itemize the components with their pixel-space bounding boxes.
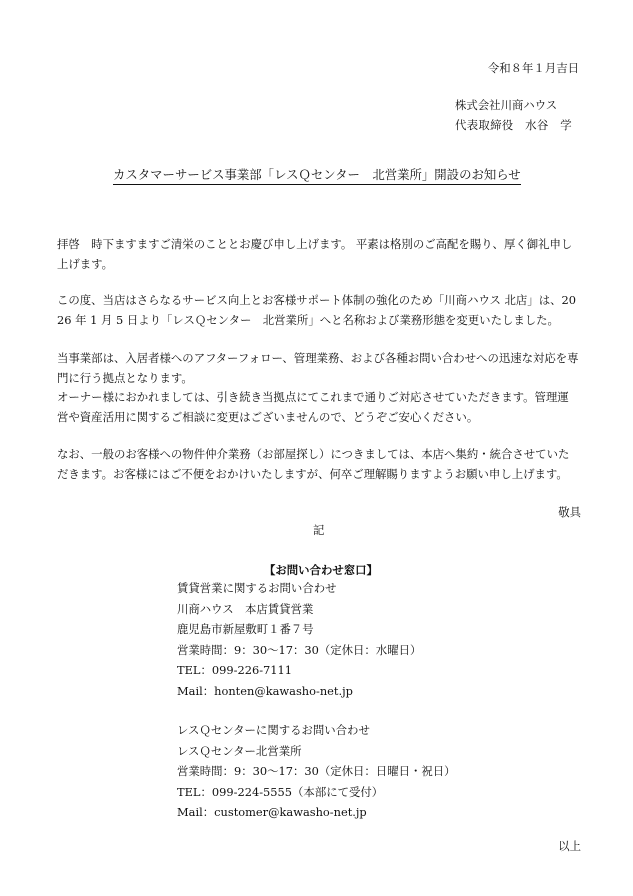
issue-date: 令和８年１月吉日: [487, 61, 579, 75]
document-title: カスタマーサービス事業部「レスＱセンター 北営業所」開設のお知らせ: [113, 165, 521, 185]
representative-name: 代表取締役 水谷 学: [455, 118, 572, 132]
brokerage-notice-paragraph: なお、一般のお客様への物件仲介業務（お部屋探し）につきましては、本店へ集約・統合させていただきます。お客様にはご不便をおかけいたしますが、何卒ご理解賜りますようお願い申し上げます。: [57, 447, 570, 481]
contact-tel: TEL：099-224-5555（本部にて受付）: [177, 784, 384, 799]
contact-label: レスＱセンターに関するお問い合わせ: [177, 723, 370, 737]
greeting-paragraph: 拝啓 時下ますますご清栄のこととお慶び申し上げます。 平素は格別のご高配を賜り、厚く御礼申し上げます。: [57, 237, 573, 271]
contact-block-resq-center: [177, 720, 456, 823]
contact-heading: 【お問い合わせ窓口】: [264, 563, 378, 577]
company-name: 株式会社川商ハウス: [455, 98, 558, 112]
owner-notice-paragraph: オーナー様におかれましては、引き続き当拠点にてこれまで通りご対応させていただきます。管理運営や資産活用に関するご相談に変更はございませんので、どうぞご安心ください。: [57, 390, 569, 424]
contact-label: 賃貸営業に関するお問い合わせ: [177, 581, 337, 595]
contact-mail: Mail：customer@kawasho-net.jp: [177, 805, 367, 820]
closing-word: 敬具: [558, 505, 581, 519]
announcement-paragraph: この度、当店はさらなるサービス向上とお客様サポート体制の強化のため「川商ハウス 北店」は、2026 年 1 月 5 日より「レスＱセンター 北営業所」へと名称および業務形態を変更いたしました。: [57, 293, 576, 327]
contact-hours: 営業時間：9：30～17：30（定休日：日曜日・祝日）: [177, 764, 456, 779]
contact-office: レスＱセンター北営業所: [177, 743, 302, 758]
contact-hours: 営業時間：9：30～17：30（定休日：水曜日）: [177, 642, 422, 657]
contact-tel: TEL：099-226-7111: [177, 663, 293, 678]
end-marker: 以上: [558, 839, 581, 853]
contact-address: 鹿児島市新屋敷町１番７号: [177, 622, 314, 637]
contact-office: 川商ハウス 本店賃貸営業: [177, 601, 314, 616]
contact-mail: Mail：honten@kawasho-net.jp: [177, 683, 353, 698]
ki-marker: 記: [313, 523, 325, 537]
department-role-paragraph: 当事業部は、入居者様へのアフターフォロー、管理業務、および各種お問い合わせへの迅速な対応を専門に行う拠点となります。: [57, 351, 579, 385]
contact-block-main-store: [177, 578, 421, 702]
